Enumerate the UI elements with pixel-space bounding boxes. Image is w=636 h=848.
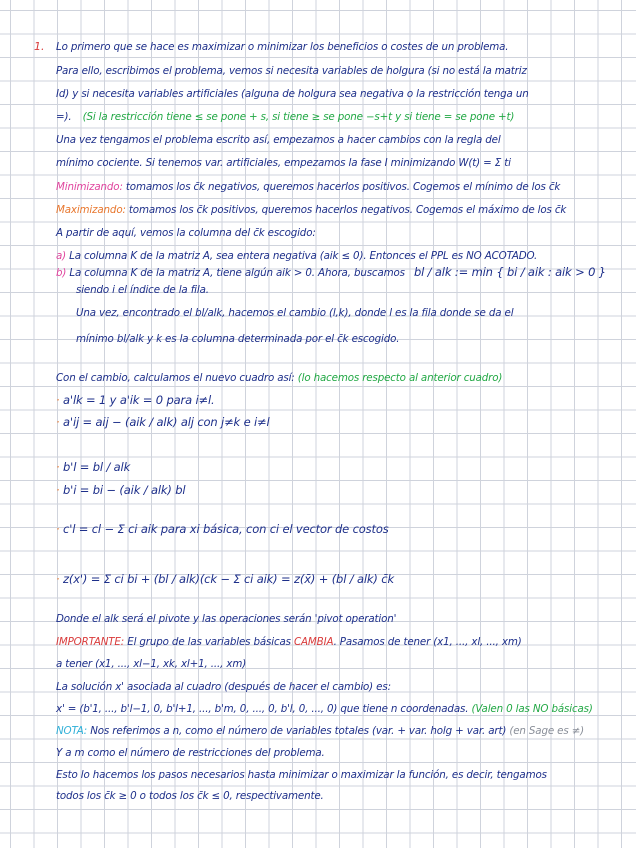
- text-line: [56, 203, 626, 217]
- formula-line: [56, 460, 626, 474]
- text-fragment: Con el cambio, calculamos el nuevo cuadro así:: [56, 372, 295, 384]
- text-line: La solución x' asociada al cuadro (después de hacer el cambio) es:: [56, 681, 391, 693]
- text-line: [56, 724, 626, 738]
- green-note: (Si la restricción tiene ≤ se pone + s, si tiene ≥ se pone −s+t y si tiene = se pone +t): [82, 111, 515, 123]
- text-line: Id) y si necesita variables artificiales (alguna de holgura sea negativa o la restricción tenga un: [56, 88, 529, 100]
- min-ratio-formula: bl / alk := min { bi / aik : aik > 0 }: [413, 265, 606, 279]
- text-line: A partir de aquí, vemos la columna del c̄k escogido:: [56, 227, 316, 239]
- important-label: IMPORTANTE:: [56, 636, 125, 648]
- text-fragment: x' = (b'1, ..., b'l−1, 0, b'l+1, ..., b'm, 0, ..., 0, b'l, 0, ..., 0) que tiene n coordenadas.: [56, 703, 469, 715]
- text-fragment: . Pasamos de tener (x1, ..., xl, ..., xm): [333, 636, 522, 648]
- text-line: [56, 702, 626, 716]
- formula-line: [56, 572, 626, 586]
- text-fragment: =).: [56, 111, 72, 123]
- text-line: [56, 180, 626, 194]
- bullet-icon: ·: [56, 415, 60, 429]
- formula-line: [56, 483, 626, 497]
- text-fragment: La columna K de la matriz A, tiene algún aik > 0. Ahora, buscamos: [69, 267, 405, 279]
- text-line: mínimo bl/alk y k es la columna determinada por el c̄k escogido.: [76, 333, 400, 345]
- green-note: (Valen 0 las NO básicas): [471, 703, 593, 715]
- item-number: 1.: [34, 40, 45, 53]
- formula: b'l = bl / alk: [63, 460, 131, 474]
- case-a-label: a): [56, 250, 67, 262]
- note-label: NOTA:: [56, 725, 88, 737]
- text-line: [56, 635, 626, 649]
- formula-line: [56, 522, 626, 536]
- formula-line: [56, 393, 626, 407]
- text-line: Esto lo hacemos los pasos necesarios hasta minimizar o maximizar la función, es decir, tengamos: [56, 769, 547, 781]
- text-fragment: El grupo de las variables básicas: [127, 636, 291, 648]
- text-line: mínimo cociente. Si tenemos var. artificiales, empezamos la fase I minimizando W(t) = Σ ti: [56, 157, 511, 169]
- formula: b'i = bi − (aik / alk) bl: [63, 483, 186, 497]
- text-line: [56, 265, 626, 280]
- case-b-label: b): [56, 267, 67, 279]
- text-fragment: La columna K de la matriz A, sea entera negativa (aik ≤ 0). Entonces el PPL es NO ACOTADO.: [69, 250, 538, 262]
- text-fragment: tomamos los c̄k positivos, queremos hacerlos negativos. Cogemos el máximo de los c̄k: [128, 204, 567, 216]
- gray-note: (en Sage es ≠): [509, 725, 585, 737]
- text-line: a tener (x1, ..., xl−1, xk, xl+1, ..., xm): [56, 658, 247, 670]
- text-line: Y a m como el número de restricciones del problema.: [56, 747, 325, 759]
- text-line: Una vez tengamos el problema escrito así, empezamos a hacer cambios con la regla del: [56, 134, 501, 146]
- formula: z(x') = Σ ci bi + (bl / alk)(ck − Σ ci aik) = z(x̄) + (bl / alk) c̄k: [63, 572, 394, 586]
- bullet-icon: ·: [56, 483, 60, 497]
- bullet-icon: ·: [56, 522, 60, 536]
- text-line: Donde el alk será el pivote y las operaciones serán 'pivot operation': [56, 613, 397, 625]
- text-line: Una vez, encontrado el bl/alk, hacemos el cambio (l,k), donde l es la fila donde se da el: [76, 307, 514, 319]
- text-line: Lo primero que se hace es maximizar o minimizar los beneficios o costes de un problema.: [56, 41, 509, 53]
- formula: a'ij = aij − (aik / alk) alj con j≠k e i≠l: [63, 415, 270, 429]
- green-note: (lo hacemos respecto al anterior cuadro): [297, 372, 503, 384]
- text-line: todos los c̄k ≥ 0 o todos los c̄k ≤ 0, respectivamente.: [56, 790, 324, 802]
- formula-line: [56, 415, 626, 429]
- bullet-icon: ·: [56, 572, 60, 586]
- bullet-icon: ·: [56, 460, 60, 474]
- formula: c'l = cl − Σ ci aik para xi básica, con ci el vector de costos: [63, 522, 389, 536]
- bullet-icon: ·: [56, 393, 60, 407]
- changes-label: CAMBIA: [294, 636, 334, 648]
- text-fragment: Nos referimos a n, como el número de variables totales (var. + var. holg + var. art): [90, 725, 507, 737]
- formula: a'lk = 1 y a'ik = 0 para i≠l.: [63, 393, 215, 407]
- text-line: siendo i el índice de la fila.: [76, 284, 209, 296]
- text-line: [56, 371, 626, 385]
- text-line: [56, 249, 626, 263]
- minimizing-label: Minimizando:: [56, 181, 123, 193]
- text-line: [56, 110, 626, 124]
- maximizing-label: Maximizando:: [56, 204, 126, 216]
- text-line: Para ello, escribimos el problema, vemos si necesita variables de holgura (si no está la matriz: [56, 65, 527, 77]
- text-fragment: tomamos los c̄k negativos, queremos hacerlos positivos. Cogemos el mínimo de los c̄k: [125, 181, 561, 193]
